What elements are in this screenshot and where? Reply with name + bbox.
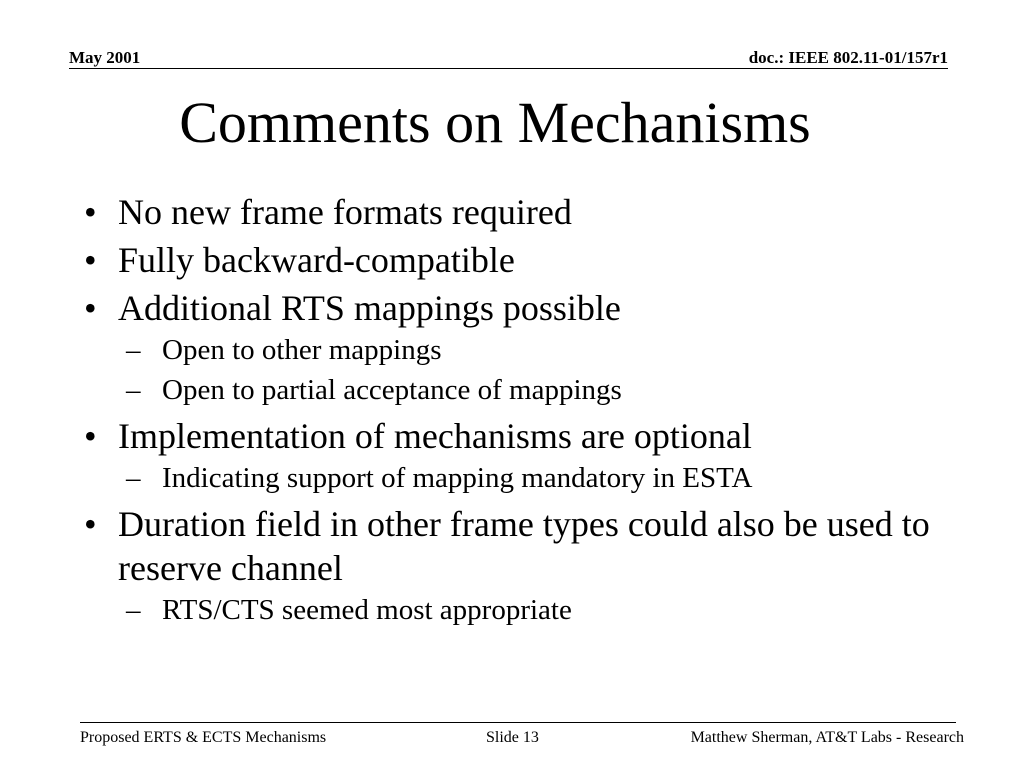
bullet-item <box>80 190 940 234</box>
footer-divider <box>80 722 956 723</box>
sub-bullet-text: Open to partial acceptance of mappings <box>162 374 622 406</box>
sub-bullet-marker: – <box>126 334 141 366</box>
footer-title: Proposed ERTS & ECTS Mechanisms <box>80 729 327 746</box>
sub-bullet-marker: – <box>126 462 141 494</box>
sub-bullet-text: Open to other mappings <box>162 334 442 366</box>
bullet-item <box>80 414 940 458</box>
sub-bullet-item <box>80 590 940 630</box>
footer-slide-number: Slide 13 <box>486 729 539 746</box>
bullet-marker: • <box>84 416 97 456</box>
sub-bullet-marker: – <box>126 594 141 626</box>
bullet-text: Additional RTS mappings possible <box>118 288 621 328</box>
bullet-item <box>80 502 940 590</box>
bullet-marker: • <box>84 240 97 280</box>
header-doc-id: doc.: IEEE 802.11-01/157r1 <box>748 48 948 67</box>
sub-bullet-marker: – <box>126 374 141 406</box>
bullet-text: Duration field in other frame types could also be used to reserve channel <box>118 504 930 588</box>
footer-author: Matthew Sherman, AT&T Labs - Research <box>690 729 964 746</box>
bullet-text: Implementation of mechanisms are optional <box>118 416 752 456</box>
sub-bullet-item <box>80 458 940 498</box>
bullet-list <box>80 190 940 630</box>
header-divider <box>69 68 948 69</box>
bullet-text: No new frame formats required <box>118 192 572 232</box>
slide-title: Comments on Mechanisms <box>179 90 811 155</box>
sub-bullet-text: RTS/CTS seemed most appropriate <box>162 594 572 626</box>
sub-bullet-item <box>80 370 940 410</box>
bullet-item <box>80 286 940 330</box>
bullet-marker: • <box>84 192 97 232</box>
header-date: May 2001 <box>69 48 141 67</box>
bullet-marker: • <box>84 288 97 328</box>
bullet-marker: • <box>84 504 97 544</box>
bullet-text: Fully backward-compatible <box>118 240 515 280</box>
bullet-item <box>80 238 940 282</box>
sub-bullet-item <box>80 330 940 370</box>
sub-bullet-text: Indicating support of mapping mandatory in ESTA <box>162 462 753 494</box>
